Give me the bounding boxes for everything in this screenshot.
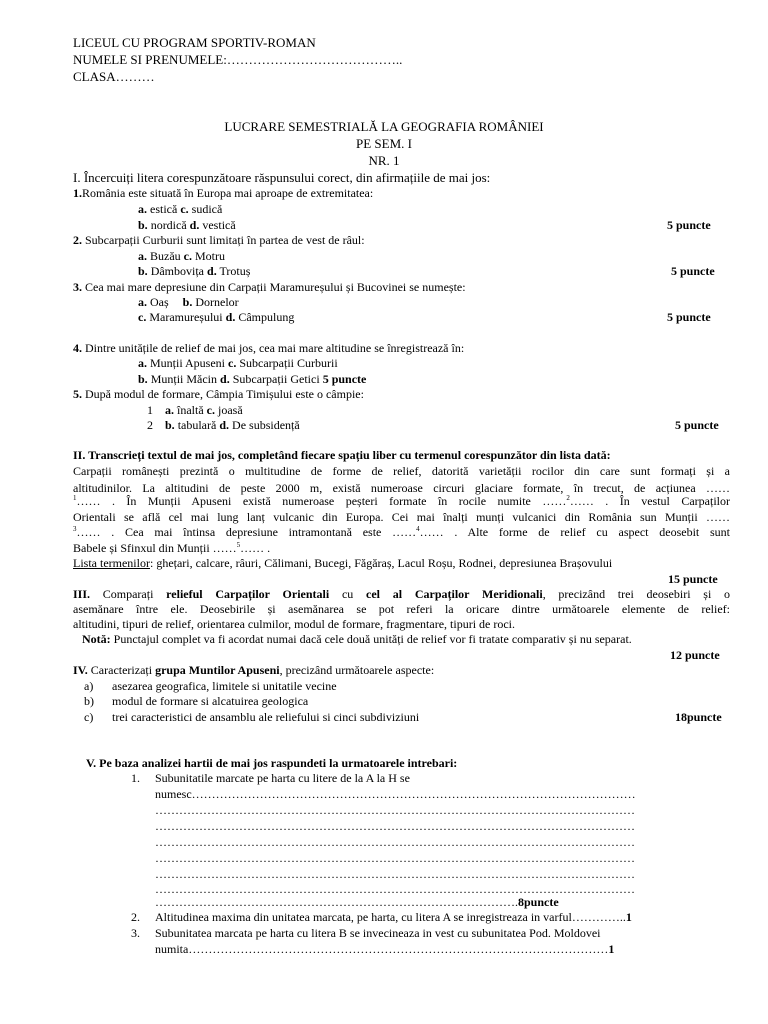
section2-line6: [73, 541, 270, 556]
section4-bold1: grupa Muntilor Apuseni: [155, 663, 280, 677]
section2-line3a: …… . În Munții Apuseni există numeroase peșteri formate în rocile numite ……: [76, 494, 567, 508]
q5-opt-c-letter: c.: [206, 403, 215, 417]
q5-points: 5 puncte: [675, 418, 719, 432]
q2-options-ac: [138, 249, 225, 264]
section3-line1: [73, 587, 730, 602]
q1-opt-a-letter: a.: [138, 202, 147, 216]
section2-line4: Orientali se află cel mai lung lanț vulcanic din Europa. Cei mai înalți munți vulcanici din România sun Munții ……: [73, 510, 730, 524]
section5-q2: [155, 910, 632, 925]
q1-opt-c-letter: c.: [180, 202, 189, 216]
section2-line2: altitudinilor. La altitudini de peste 2000 m, există numeroase circuri glaciare formate, în trecut, de acțiunea ……: [73, 481, 730, 495]
answer-line-4: …………………………………………………………………………………………………………: [155, 851, 635, 865]
q3-opt-d-letter: d.: [225, 310, 236, 324]
section2-line3b: …… . În vestul Carpaților: [569, 494, 730, 508]
q2-opt-d-letter: d.: [207, 264, 217, 278]
q2-number: 2.: [73, 233, 82, 247]
section5-q3-line1: Subunitatea marcata pe harta cu litera B se invecineaza in vest cu subunitatea Pod. Moldovei: [155, 926, 601, 940]
q1-opt-c: sudică: [188, 202, 223, 216]
section4-number: IV.: [73, 663, 88, 677]
q1-opt-d: vestică: [199, 218, 236, 232]
class-label: CLASA: [73, 69, 116, 84]
q1-number: 1.: [73, 186, 82, 200]
q4-options-bd: [138, 372, 366, 387]
section5-q3-dots: numita……………………………………………………………………………………………: [155, 942, 609, 956]
section4-text2: , precizând următoarele aspecte:: [279, 663, 435, 677]
q1-points: 5 puncte: [667, 218, 711, 232]
section4-item-c-marker: c): [84, 710, 94, 724]
section2-line5b: …… . Alte forme de relief cu aspect deosebit sunt: [419, 525, 730, 539]
section1-instruction: I. Încercuiți litera corespunzătoare răspunsului corect, din afirmațiile de mai jos:: [73, 170, 491, 185]
section2-line6b: …… .: [240, 541, 271, 555]
q3-opt-b: Dornelor: [192, 295, 239, 309]
section3-note: [82, 632, 632, 647]
q2-opt-b-letter: b.: [138, 264, 148, 278]
section3-bold2: cel al Carpaților Meridionali: [366, 587, 543, 601]
q4-question: Dintre unitățile de relief de mai jos, cea mai mare altitudine se înregistrează în:: [82, 341, 465, 355]
section3-text1: Comparați: [90, 587, 167, 601]
section3-points: 12 puncte: [670, 648, 720, 662]
section5-q1-number: 1.: [131, 771, 140, 785]
document-title: LUCRARE SEMESTRIALĂ LA GEOGRAFIA ROMÂNIEI: [224, 119, 544, 134]
q4-opt-a-letter: a.: [138, 356, 147, 370]
q3-options-ab: [138, 295, 239, 310]
q4-opt-c-letter: c.: [228, 356, 237, 370]
q5-row1-number: 1: [147, 403, 153, 417]
q4-options-ac: [138, 356, 338, 371]
answer-line-2: …………………………………………………………………………………………………………: [155, 819, 635, 833]
section5-q3-points: 1: [608, 942, 615, 956]
q3-number: 3.: [73, 280, 82, 294]
answer-line-3: …………………………………………………………………………………………………………: [155, 835, 635, 849]
section4-item-a-marker: a): [84, 679, 94, 693]
q2-options-bd: [138, 264, 250, 279]
q1-opt-a: estică: [147, 202, 181, 216]
answer-line-1: …………………………………………………………………………………………………………: [155, 803, 635, 817]
terms-list: : ghețari, calcare, râuri, Călimani, Bucegi, Făgăraș, Lacul Roșu, Rodnei, depresiunea Brașovului: [149, 556, 613, 570]
blank-4-marker: 4: [416, 525, 420, 533]
q1-opt-d-letter: d.: [189, 218, 200, 232]
section3-text2: cu: [329, 587, 367, 601]
section2-points: 15 puncte: [668, 572, 718, 586]
q2-question: Subcarpații Curburii sunt limitați în partea de vest de râul:: [82, 233, 365, 247]
q2-opt-c-letter: c.: [183, 249, 192, 263]
q1-opt-b: nordică: [147, 218, 190, 232]
section5-q1-line2: numesc…………………………………………………………………………………………………: [155, 787, 636, 801]
q1-question: România este situată în Europa mai aproape de extremitatea:: [82, 186, 374, 200]
section2-line1: Carpații românești prezintă o multitudine de forme de relief, datorită varietății rocilor din care sunt formați și a: [73, 464, 730, 478]
terms-list-label: Lista termenilor: [73, 556, 150, 570]
q5-row2-number: 2: [147, 418, 153, 432]
q4-number: 4.: [73, 341, 82, 355]
q2-opt-a: Buzău: [147, 249, 184, 263]
q3-opt-c: Maramureșului: [146, 310, 226, 324]
document-subtitle: PE SEM. I: [356, 136, 412, 151]
q5-opt-b-letter: b.: [165, 418, 175, 432]
student-name-label: NUMELE SI PRENUMELE: [73, 52, 224, 67]
q2-points: 5 puncte: [671, 264, 715, 278]
q2-opt-a-letter: a.: [138, 249, 147, 263]
q3-opt-a: Oaș: [147, 295, 169, 309]
q2-opt-c: Motru: [191, 249, 225, 263]
section3-number: III.: [73, 587, 91, 601]
section2-line5: [73, 525, 730, 540]
section5-q2-text: Altitudinea maxima din unitatea marcata, pe harta, cu litera A se inregistreaza in varful…………..: [155, 910, 626, 924]
q3-opt-b-letter: b.: [182, 295, 193, 309]
q4-points: 5 puncte: [322, 372, 367, 386]
q3-options-cd: [138, 310, 294, 325]
q4-text: [73, 341, 464, 356]
section5-q1-line1: Subunitatile marcate pe harta cu litere de la A la H se: [155, 771, 410, 785]
section4-item-b-marker: b): [84, 694, 94, 708]
q3-question: Cea mai mare depresiune din Carpații Maramureșului și Bucovinei se numește:: [82, 280, 466, 294]
q1-options-bd: [138, 218, 236, 233]
section2-terms: [73, 556, 612, 571]
q3-opt-d: Câmpulung: [235, 310, 295, 324]
section3-line3: altitudini, tipuri de relief, orientarea culmilor, modul de formare, fragmentare, tipuri de roci.: [73, 617, 516, 631]
q5-opt-b: tabulară: [174, 418, 220, 432]
q5-number: 5.: [73, 387, 82, 401]
document-number: NR. 1: [368, 153, 400, 168]
note-label: Notă:: [82, 632, 111, 646]
section4-item-c: trei caracteristici de ansamblu ale reliefului si cinci subdiviziuni: [112, 710, 420, 724]
student-name-line: [73, 52, 402, 68]
answer-line-5: …………………………………………………………………………………………………………: [155, 867, 635, 881]
section4-text1: Caracterizați: [87, 663, 156, 677]
q2-opt-b: Dâmbovița: [147, 264, 208, 278]
section2-line6a: Babele și Sfinxul din Munții ……: [73, 541, 237, 555]
section2-line5a: …… . Cea mai întinsa depresiune intramontană este ……: [76, 525, 417, 539]
answer-line-6: …………………………………………………………………………………………………………: [155, 882, 635, 896]
section3-line2: asemănare între ele. Deosebirile și asemănarea se pot referi la oricare dintre următoarele elemente de relief:: [73, 602, 730, 616]
section3-bold1: relieful Carpaților Orientali: [166, 587, 330, 601]
section5-q2-number: 2.: [131, 910, 140, 924]
q3-opt-a-letter: a.: [138, 295, 147, 309]
q4-opt-b: Munții Măcin: [147, 372, 221, 386]
q5-opt-d: De subsidență: [229, 418, 300, 432]
q1-text: [73, 186, 373, 201]
q5-opt-a: înaltă: [174, 403, 207, 417]
blank-2-marker: 2: [566, 494, 570, 502]
q3-text: [73, 280, 466, 295]
q2-opt-d: Trotuș: [216, 264, 251, 278]
q5-options-ac: [165, 403, 243, 418]
school-name: LICEUL CU PROGRAM SPORTIV-ROMAN: [73, 35, 316, 50]
section4-item-b: modul de formare si alcatuirea geologica: [112, 694, 309, 708]
q4-opt-d: Subcarpații Getici: [229, 372, 323, 386]
student-name-field: :…………………………………..: [223, 52, 403, 67]
section5-q1-points: 8puncte: [518, 895, 559, 909]
blank-3-marker: 3: [73, 525, 77, 533]
section2-line3: [73, 494, 730, 509]
section5-q2-points: 1: [625, 910, 632, 924]
section4-points: 18puncte: [675, 710, 722, 724]
section3-text3: , precizând trei deosebiri și o: [542, 587, 731, 601]
q1-opt-b-letter: b.: [138, 218, 148, 232]
q1-options-ac: [138, 202, 222, 217]
blank-1-marker: 1: [73, 494, 77, 502]
blank-5-marker: 5: [236, 541, 241, 549]
q5-opt-c: joasă: [214, 403, 243, 417]
q5-text: [73, 387, 364, 402]
q3-opt-c-letter: c.: [138, 310, 147, 324]
class-line: [73, 69, 155, 85]
q4-opt-b-letter: b.: [138, 372, 148, 386]
answer-last-dots: ……………………………………………………………………………….: [155, 895, 518, 909]
answer-line-last: [155, 895, 559, 910]
section5-q3-number: 3.: [131, 926, 140, 940]
q5-question: După modul de formare, Câmpia Timișului este o câmpie:: [82, 387, 364, 401]
q5-options-bd: [165, 418, 300, 433]
note-text: Punctajul complet va fi acordat numai dacă cele două unități de relief vor fi tratate comparativ și nu separat.: [110, 632, 632, 646]
section2-heading: II. Transcrieți textul de mai jos, completând fiecare spațiu liber cu termenul corespunzător din lista dată:: [73, 448, 611, 462]
section5-heading: V. Pe baza analizei hartii de mai jos raspundeti la urmatoarele intrebari:: [86, 756, 458, 770]
q4-opt-c: Subcarpații Curburii: [236, 356, 338, 370]
q4-opt-d-letter: d.: [220, 372, 230, 386]
section4-heading: [73, 663, 434, 678]
q5-opt-a-letter: a.: [165, 403, 174, 417]
q3-points: 5 puncte: [667, 310, 711, 324]
section5-q3-line2: [155, 942, 614, 957]
section4-item-a: asezarea geografica, limitele si unitatile vecine: [112, 679, 337, 693]
q4-opt-a: Munții Apuseni: [147, 356, 229, 370]
q5-opt-d-letter: d.: [219, 418, 230, 432]
class-field: ………: [115, 69, 155, 84]
q2-text: [73, 233, 365, 248]
